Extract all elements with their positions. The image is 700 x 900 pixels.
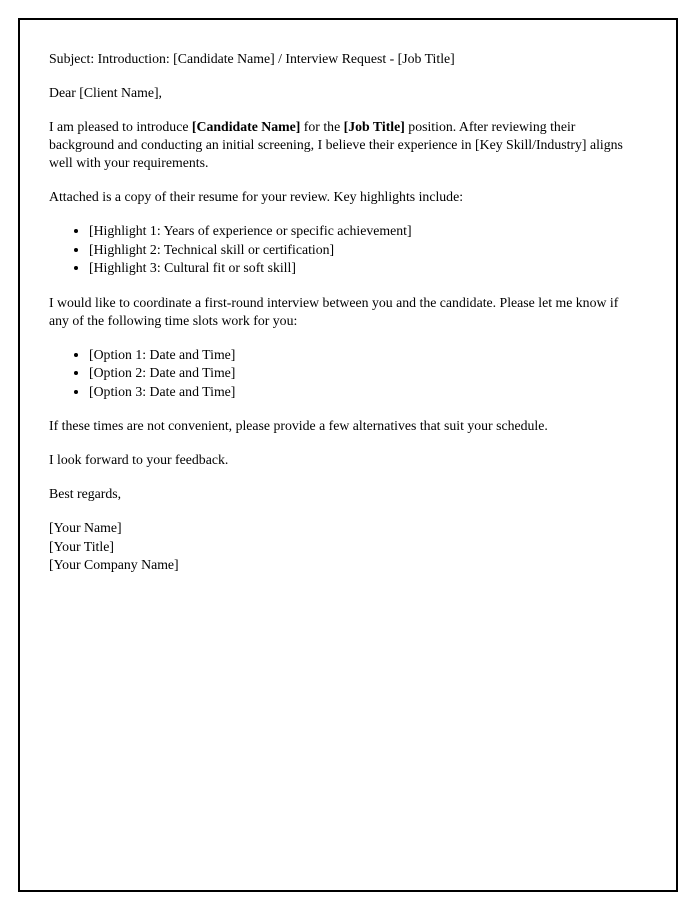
highlight-item-2: • [Highlight 2: Technical skill or certification] [89, 241, 632, 260]
time-options-list [49, 346, 632, 402]
time-option-2: • [Option 2: Date and Time] [89, 364, 632, 383]
time-option-1: • [Option 1: Date and Time] [89, 346, 632, 365]
highlight-item-1: • [Highlight 1: Years of experience or specific achievement] [89, 222, 632, 241]
signature-company: [Your Company Name] [49, 557, 179, 572]
closing-line: Best regards, [49, 486, 122, 501]
job-title-placeholder: [Job Title] [343, 119, 405, 134]
subject-line: Subject: Introduction: [Candidate Name] / Interview Request - [Job Title] [49, 51, 455, 66]
interview-paragraph: I would like to coordinate a first-round interview between you and the candidate. Please let me know if any of the following time slots work for you: [49, 294, 619, 328]
letter-page [18, 18, 678, 892]
signature-title: [Your Title] [49, 538, 114, 554]
letter-content [20, 20, 676, 575]
highlight-item-3: • [Highlight 3: Cultural fit or soft skill] [89, 259, 632, 278]
intro-part1: I am pleased to introduce [49, 119, 192, 134]
intro-paragraph [49, 118, 632, 172]
alternatives-paragraph: If these times are not convenient, please provide a few alternatives that suit your schedule. [49, 418, 548, 433]
feedback-paragraph: I look forward to your feedback. [49, 452, 229, 467]
intro-part2: for the [300, 119, 344, 134]
signature-name: [Your Name] [49, 520, 122, 535]
highlights-list [49, 222, 632, 278]
candidate-name-placeholder: [Candidate Name] [191, 119, 301, 134]
salutation: Dear [Client Name], [49, 85, 163, 100]
resume-paragraph: Attached is a copy of their resume for your review. Key highlights include: [49, 189, 464, 204]
signature-block [49, 519, 632, 575]
intro-part3: position. After reviewing their background and conducting an initial screening, I believe their experience in [Key Skill/Industry] aligns well with your requirements. [49, 119, 623, 170]
time-option-3: • [Option 3: Date and Time] [89, 383, 632, 402]
